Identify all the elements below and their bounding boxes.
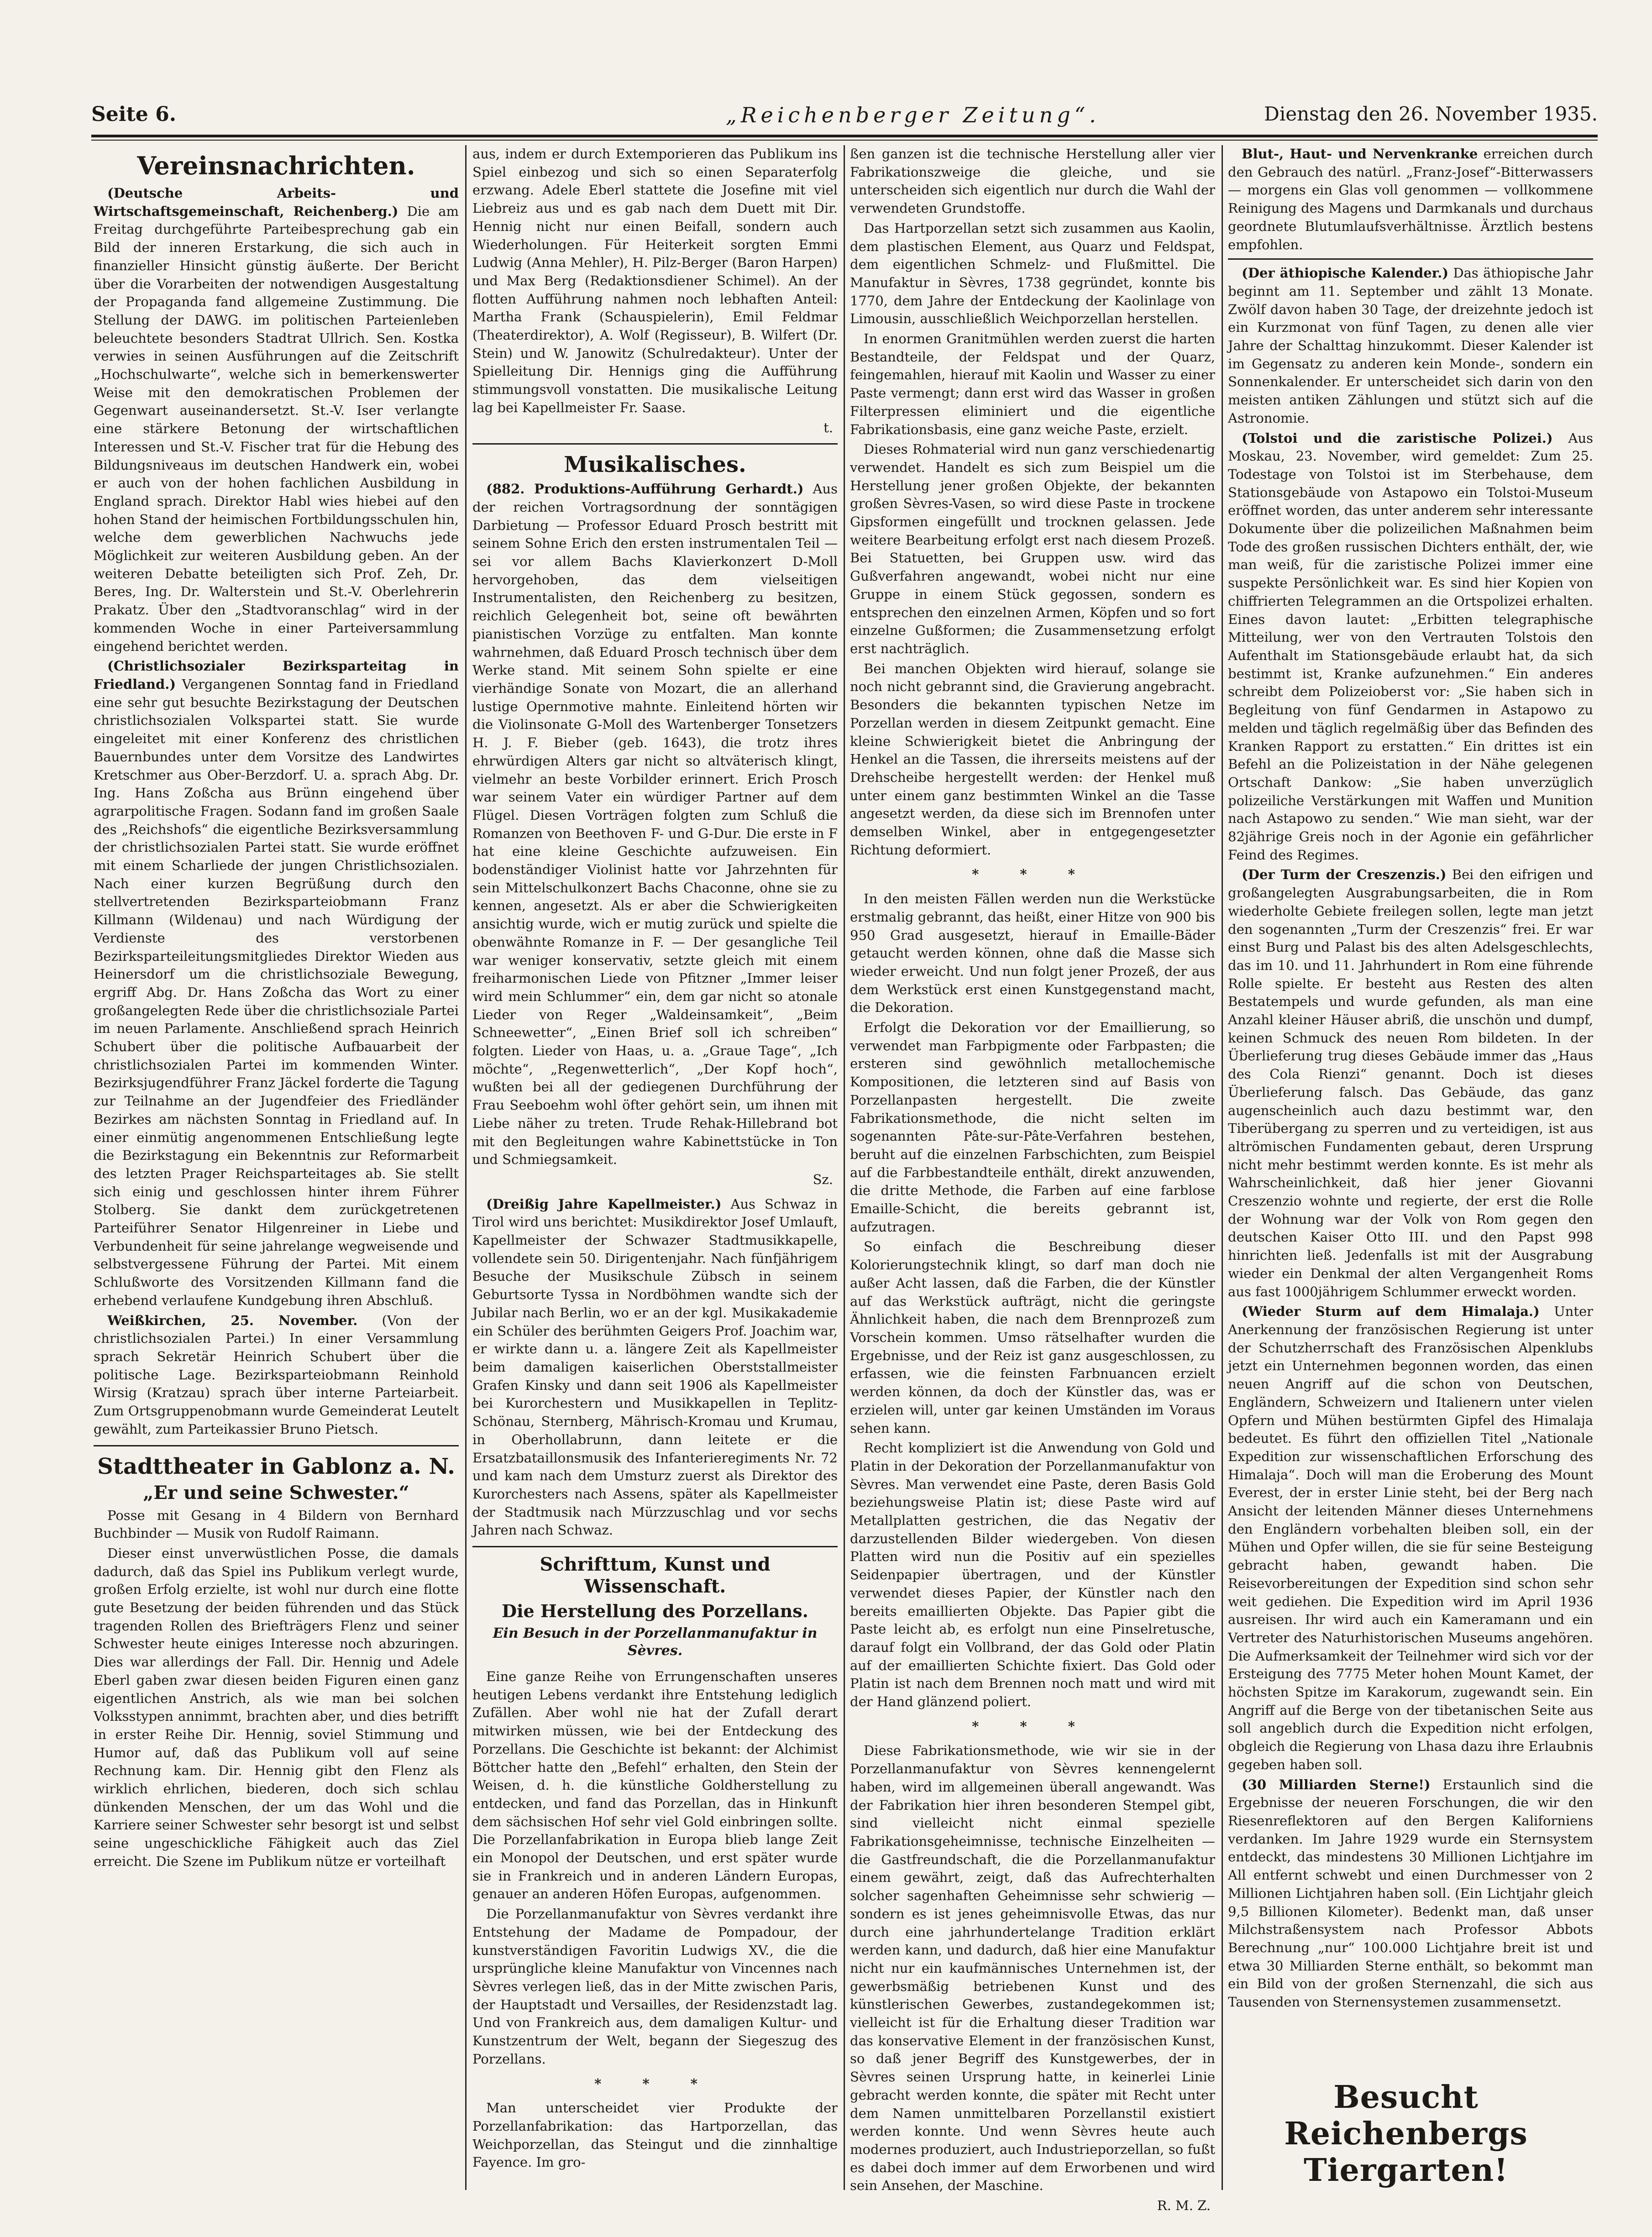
article-paragraph: Eine ganze Reihe von Errungenschaften unseres heutigen Lebens verdankt ihre Entstehung lediglich Zufällen. Aber wohl nie hat der Zufall derart mitwirken müssen, wie bei der Entdeckung des Porzellans. Die Geschichte ist bekannt: der Alchimist Böttcher hatte den „Befehl“ erhalten, den Stein der Weisen, d. h. die künstliche Goldherstellung zu entdecken, und fand das Porzellan, das in Hinkunft dem sächsischen Hof sehr viel Gold einbringen sollte. Die Porzellanfabrikation in Europa blieb lange Zeit ein Monopol der Deutschen, und erst später wurde sie in Frankreich und in anderen Ländern Europas, genauer an anderen Höfen Europas, aufgenommen.: [472, 1669, 838, 1902]
section-heading: Schrifttum, Kunst und Wissenschaft.: [540, 1554, 771, 1598]
article-lead: Weißkirchen, 25. November.: [107, 1312, 358, 1328]
article-text: Aus Schwaz in Tirol wird uns berichtet: Musikdirektor Josef Umlauft, Kapellmeister der Schwazer Stadtmusikkapelle, vollendete sein 50. Dirigentenjahr. Nach fünfjährigem Besuche der Musikschule Zübsch in seinem Geburtsorte Tyssa in Nordböhmen wandte sich der Jubilar nach Berlin, wo er an der kgl. Musikakademie ein Schüler des berühmten Geigers Prof. Joachim war, er wirkte dann u. a. längere Zeit als Kapellmeister beim damaligen kaiserlichen Oberststallmeister Grafen Kinsky und dann seit 1906 als Kapellmeister bei Kurorchestern und Musikkapellen in Teplitz-Schönau, Sternberg, Mährisch-Kromau und Krumau, in Oberhollabrunn, dann leitete er die Ersatzbataillonsmusik des Infanterieregiments Nr. 72 und kam nach dem Umsturz zuerst als Direktor des Kurorchesters nach Assens, später als Kapellmeister der Stadtmusik nach Mürzzuschlag und vor sechs Jahren nach Schwaz.: [472, 1196, 838, 1538]
author-signature: Sz.: [813, 1171, 833, 1187]
article-paragraph: In enormen Granitmühlen werden zuerst die harten Bestandteile, der Feldspat und der Quarz, feingemahlen, hierauf mit Kaolin und Wasser zu einer Paste vermengt; dann erst wird das Wasser in großen Filterpressen eliminiert und die eigentliche Fabrikationsbasis, eine ganz weiche Paste, erzielt.: [850, 331, 1215, 437]
column-4: [1228, 145, 1593, 2190]
article-lead: (Wieder Sturm auf dem Himalaja.): [1242, 1304, 1540, 1320]
section-rule: [94, 1445, 459, 1446]
page-header: [91, 103, 1598, 135]
article-lead: (Tolstoi und die zaristische Polizei.): [1242, 430, 1553, 446]
article-paragraph: [472, 480, 838, 1169]
column-3: [850, 145, 1215, 2214]
header-rule: [91, 135, 1598, 137]
article-paragraph: Dieses Rohmaterial wird nun ganz verschiedenartig verwendet. Handelt es sich zum Beispiel um die Herstellung jener großen Objekte, der bekannten großen Sèvres-Vasen, so wird diese Paste in trockene Gipsformen eingefüllt und trocknen gelassen. Jede weitere Bearbeitung erfolgt erst nach diesem Prozeß. Bei Statuetten, bei Gruppen usw. wird das Gußverfahren angewandt, wobei nicht nur eine Gruppe in einem Stück gegossen, sondern es entsprechen den einzelnen Armen, Köpfen und so fort einzelne Gußformen; die Zusammensetzung erfolgt erst nachträglich.: [850, 441, 1215, 656]
article-lead: (Deutsche Arbeits- und Wirtschaftsgemeinschaft, Reichenberg.): [94, 185, 459, 219]
article-paragraph: [472, 1195, 838, 1540]
article-paragraph: [94, 1312, 459, 1439]
advertisement-notice: [1228, 145, 1593, 260]
article-paragraph: Erfolgt die Dekoration vor der Emaillierung, so verwendet man Farbpigmente oder Farbpasten; die ersteren sind gewöhnlich metallochemische Kompositionen, die letzteren sind auf Basis von Porzellanpasten hergestellt. Die zweite Fabrikationsmethode, die nicht selten im sogenannten Pâte-sur-Pâte-Verfahren bestehen, beruht auf die einzelnen Farbschichten, zum Beispiel auf die Farbbestandteile enthält, direkt anzuwenden, die dritte Methode, die Farben auf eine farblose Emaille-Schicht, die bereits gebrannt ist, aufzutragen.: [850, 1020, 1215, 1235]
play-credits: Posse mit Gesang in 4 Bildern von Bernhard Buchbinder — Musik von Rudolf Raimann.: [94, 1507, 459, 1541]
article-text: Vergangenen Sonntag fand in Friedland eine sehr gut besuchte Bezirkstagung der Deutschen christlichsozialen Volkspartei statt. Sie wurde eingeleitet mit einer Konferenz des christlichen Bauernbundes unter dem Vorsitze des Landwirtes Kretschmer aus Ober-Berzdorf. U. a. sprach Abg. Dr. Ing. Hans Zoßcha aus Brünn eingehend über agrarpolitische Fragen. Sodann fand im großen Saale des „Reichshofs“ die eigentliche Bezirksversammlung der christlichsozialen Partei statt. Sie wurde eröffnet mit einem Scharliede der jungen Christlichsozialen. Nach einer kurzen Begrüßung durch den stellvertretenden Bezirksparteiobmann Franz Killmann (Wildenau) und nach Würdigung der Verdienste des verstorbenen Bezirksparteileitungsmitgliedes Direktor Wieden aus Heinersdorf um die christlichsoziale Bewegung, ergriff Abg. Dr. Hans Zoßcha das Wort zu einer großangelegten Rede über die christlichsoziale Partei im neuen Parlamente. Anschließend sprach Heinrich Schubert über die politische Aufbauarbeit der christlichsozialen Partei im kommenden Winter. Bezirksjugendführer Franz Jäckel forderte die Tagung zur Teilnahme an der Jugendfeier des Friedländer Bezirkes am nächsten Sonntag in Friedland auf. In einer einmütig angenommenen Entschließung legte die Bezirkstagung ein Bekenntnis zur Reformarbeit des letzten Prager Reichsparteitages ab. Sie stellt sich einig und geschlossen hinter ihrem Führer Stolberg. Sie dankt dem zurückgetretenen Parteiführer Senator Hilgenreiner in Liebe und Verbundenheit für seine jahrelange wegweisende und selbstvergessene Führung der Partei. Mit einem Schlußworte des Vorsitzenden Killmann fand die erhebend verlaufene Kundgebung ihren Abschluß.: [94, 676, 459, 1308]
section-heading: Musikalisches.: [564, 452, 746, 478]
article-paragraph: [1228, 1303, 1593, 1774]
article-lead: (30 Milliarden Sterne!): [1242, 1776, 1431, 1792]
author-signature: t.: [823, 419, 833, 435]
article-paragraph: Das Hartporzellan setzt sich zusammen aus Kaolin, dem plastischen Element, aus Quarz und Feldspat, dem eigentlichen Schmelz- und Flußmittel. Die Manufaktur in Sèvres, 1738 gegründet, konnte bis 1770, dem Jahre der Entdeckung der Kaolinlage von Limousin, ausschließlich Weichporzellan herstellen.: [850, 220, 1215, 327]
article-paragraph: Diese Fabrikationsmethode, wie wir sie in der Porzellanmanufaktur von Sèvres kennengelernt haben, wird im allgemeinen überall angewandt. Was der Fabrikation hier ihren besonderen Stempel gibt, sind vielleicht nicht einmal spezielle Fabrikationsgeheimnisse, technische Einzelheiten — die Gastfreundschaft, die die Porzellanmanufaktur einem gewährt, zeigt, daß das Aufrechterhalten solcher sagenhaften Geheimnisse sehr schwierig — sondern es ist jenes geheimnisvolle Etwas, das nur durch eine jahrhundertelange Tradition erklärt werden kann, und dadurch, daß hier eine Manufaktur nicht nur ein kaufmännisches Unternehmen ist, der gewerbsmäßig betriebenen Kunst und des künstlerischen Gewerbes, zustandegekommen ist; vielleicht ist für die Erhaltung dieser Tradition war das konservative Element in der französischen Kunst, so daß jener Begriff des Kunstgewerbes, der in Sèvres seinen Ursprung hatte, in keinerlei Linie gebracht werden konnte, die später mit Recht unter dem Namen unmittelbaren Porzellanstil existiert werden konnte. Und wenn Sèvres heute auch modernes produziert, auch Industrieporzellan, so fußt es dabei doch immer auf dem Erworbenen und wird sein Ansehen, der Maschine.: [850, 1743, 1215, 2194]
article-lead: (Der Turm der Creszenzis.): [1242, 867, 1447, 883]
section-stars: * * *: [972, 1718, 1093, 1734]
article-paragraph: [1228, 866, 1593, 1301]
article-paragraph: [1228, 264, 1593, 427]
article-paragraph: In den meisten Fällen werden nun die Werkstücke erstmalig gebrannt, das heißt, einer Hitze von 900 bis 950 Grad ausgesetzt, hierauf in Emaille-Bäder getaucht werden können, ohne daß die Masse sich wieder erweicht. Und nun folgt jener Prozeß, der aus dem Werkstück erst einen Kunstgegenstand macht, die Dekoration.: [850, 891, 1215, 1016]
article-subtitle: Ein Besuch in der Porzellanmanufaktur in Sèvres.: [493, 1625, 818, 1659]
issue-date: Dienstag den 26. November 1935.: [1264, 103, 1598, 125]
article-title: Die Herstellung des Porzellans.: [502, 1601, 808, 1622]
article-paragraph: Die Porzellanmanufaktur von Sèvres verdankt ihre Entstehung der Madame de Pompadour, der kunstverständigen Favoritin Ludwigs XV., die die ursprüngliche kleine Manufaktur von Vincennes nach Sèvres verlegen ließ, das in der Mitte zwischen Paris, der Hauptstadt und Versailles, der Residenzstadt lag. Und von Frankreich aus, dem damaligen Kultur- und Kunstzentrum der Welt, begann der Siegeszug des Porzellans.: [472, 1906, 838, 2067]
column-divider: [465, 145, 467, 2190]
article-lead: (Christlichsozialer Bezirksparteitag in Friedland.): [94, 658, 459, 692]
article-paragraph: So einfach die Beschreibung dieser Kolorierungstechnik klingt, so darf man doch nie außer Acht lassen, daß die Farben, die der Künstler auf das Werkstück aufträgt, nicht die geringste Ähnlichkeit haben, die nach dem Brennprozeß zum Vorschein kommen. Umso rätselhafter wurden die Ergebnisse, und der Reiz ist ganz ausgeschlossen, zu erfassen, wie die feinsten Farbnuancen erzielt werden können, da doch der Künstler das, was er erzielen will, unter gar keinen Umständen im Voraus sehen kann.: [850, 1239, 1215, 1436]
article-lead: (Der äthiopische Kalender.): [1242, 265, 1449, 281]
section-stars: * * *: [594, 2075, 716, 2091]
page-number: Seite 6.: [91, 103, 177, 126]
article-text: erreichen durch den Gebrauch des natürl. „Franz-Josef“-Bitterwassers — morgens ein Glas voll genommen — vollkommene Reinigung des Magens und Darmkanals und durchaus geordnete Blutumlaufsverhältnisse. Ärztlich bestens empfohlen.: [1228, 146, 1594, 252]
article-text: Erstaunlich sind die Ergebnisse der neueren Forschungen, die wir den Riesenreflektoren auf den Bergen Kaliforniens verdanken. Im Jahre 1929 wurde ein Sternsystem entdeckt, das mindestens 30 Millionen Lichtjahre im All entfernt schwebt und einen Durchmesser von 2 Millionen Lichtjahren haben soll. (Ein Lichtjahr gleich 9,5 Billionen Kilometer). Bedenkt man, daß unser Milchstraßensystem nach Professor Abbots Berechnung „nur“ 100.000 Lichtjahre breit ist und etwa 30 Milliarden Sterne enthält, so bekommt man ein Bild von der großen Sternenzahl, die sich aus Tausenden von Sternensystemen zusammensetzt.: [1228, 1776, 1593, 2010]
theater-heading: Stadttheater in Gablonz a. N.: [97, 1453, 455, 1479]
article-paragraph: Recht kompliziert ist die Anwendung von Gold und Platin in der Dekoration der Porzellanmanufaktur von Sèvres. Man verwendet eine Paste, deren Basis Gold beziehungsweise Platin ist; diese Paste wird auf Metallplatten gestrichen, die das Negativ der darzustellenden Bilder wiedergeben. Von diesen Platten wird nun die Positiv auf ein spezielles Seidenpapier übertragen, und der Künstler verwendet dieses Papier, der Künstler nach den bereits emaillierten Objekte. Das Papier gibt die Paste leicht ab, es erfolgt nun eine Pinselretusche, darauf folgt ein Vollbrand, der das Gold oder Platin auf der emaillierten Schichte fixiert. Das Gold oder Platin ist nach dem Brennen noch matt und wird mit der Hand glänzend poliert.: [850, 1440, 1215, 1710]
column-2: [472, 145, 838, 2190]
section-heading: Vereinsnachrichten.: [137, 151, 415, 180]
article-text: Unter Anerkennung der französischen Regierung ist unter der Schutzherrschaft des Französischen Alpenklubs jetzt ein Unternehmen begonnen worden, das einen neuen Angriff auf die schon von Deutschen, Engländern, Schweizern und Italienern unter vielen Opfern und Mühen bestürmten Gipfel des Himalaja bedeutet. Es führt den offiziellen Titel „Nationale Expedition zur wissenschaftlichen Erforschung des Himalaja“. Doch will man die Eroberung des Mount Everest, der in erster Linie steht, bei der Berg nach Ansicht der leitenden Männer dieses Unternehmens den Engländern vorbehalten bleiben soll, ein der Mühen und Opfer willen, die sie für seine Besteigung gebracht haben, gewandt haben. Die Reisevorbereitungen der Expedition sind schon sehr weit gediehen. Die Expedition wird im April 1936 ausreisen. Ihr wird auch ein Kameramann und ein Vertreter des Naturhistorischen Museums angehören. Die Aufmerksamkeit der Teilnehmer wird sich vor der Ersteigung des 7775 Meter hohen Mount Kamet, der höchsten Spitze im Karakorum, zugewandt sein. Ein Angriff auf die Berge von der tibetanischen Seite aus soll angeblich durch die Expedition nicht erfolgen, obgleich die Regierung von Lhasa dazu ihre Erlaubnis gegeben haben soll.: [1228, 1304, 1593, 1772]
article-paragraph: [1228, 1776, 1593, 2012]
article-paragraph: [1228, 430, 1593, 864]
article-paragraph: ßen ganzen ist die technische Herstellung aller vier Fabrikationszweige die gleiche, und sie unterscheiden sich eigentlich nur durch die Wahl der verwendeten Grundstoffe.: [850, 146, 1215, 216]
section-rule: [472, 443, 838, 445]
article-text: Aus der reichen Vortragsordnung der sonntägigen Darbietung — Professor Eduard Prosch bestritt mit seinem Sohne Erich den ersten instrumentalen Teil — sei vor allem Bachs Klavierkonzert D-Moll hervorgehoben, das dem vielseitigen Instrumentalisten, den Reichenberg zu besitzen, reichlich Gelegenheit bot, seine oft bewährten pianistischen Vorzüge zu entfalten. Man konnte wahrnehmen, daß Eduard Prosch technisch über dem Werke stand. Mit seinem Sohn spielte er eine vierhändige Sonate von Mozart, die an allerhand lustige Opernmotive mahnte. Einleitend hörten wir die Violinsonate G-Moll des Wartenberger Tonsetzers H. J. F. Bieber (geb. 1643), die trotz ihres ehrwürdigen Alters gar nicht so altväterisch klingt, vielmehr an beste Vorbilder erinnert. Erich Prosch war seinem Vater ein würdiger Partner auf dem Flügel. Diesen Vorträgen folgten zum Schluß die Romanzen von Beethoven F- und G-Dur. Die erste in F hat eine kleine Geschichte aufzuweisen. Ein bodenständiger Violinist hatte vor Jahrzehnten für sein Mittelschulkonzert Bachs Chaconne, ohne sie zu kennen, angesetzt. Als er aber die Schwierigkeiten ansichtig wurde, wich er mutig zurück und spielte die obenwähnte Romanze in F. — Der gesangliche Teil war weniger konservativ, setzte gleich mit einem freiharmonischen Liede von Pfitzner „Immer leiser wird mein Schlummer“ ein, dem gar nicht so atonale Lieder von Reger „Waldeinsamkeit“, „Beim Schneewetter“, „Einen Brief soll ich schreiben“ folgten. Lieder von Haas, u. a. „Graue Tage“, „Ich möchte“, „Regenwetterlich“, „Der Kopf hoch“, wußten bei all der gediegenen Durchführung der Frau Seeboehm wohl öfter gehört sein, um ihnen mit Liebe näher zu treten. Trude Rehak-Hillebrand bot mit den Begleitungen wahre Kabinettstücke in Ton und Schmiegsamkeit.: [472, 481, 838, 1168]
header-rule-thin: [91, 140, 1598, 141]
section-stars: * * *: [972, 866, 1093, 882]
article-text: (Von der christlichsozialen Partei.) In einer Versammlung sprach Sekretär Heinrich Schubert über die politische Lage. Bezirksparteiobmann Reinhold Wirsig (Kratzau) sprach über interne Parteiarbeit. Zum Ortsgruppenobmann wurde Gemeinderat Leutelt gewählt, zum Parteikassier Bruno Pietsch.: [94, 1312, 459, 1437]
masthead: „Reichenberger Zeitung“.: [726, 103, 1100, 127]
section-rule: [472, 1546, 838, 1547]
column-1: [94, 145, 459, 2190]
article-paragraph: Man unterscheidet vier Produkte der Porzellanfabrikation: das Hartporzellan, das Weichporzellan, das Steingut und die zinnhaltige Fayence. Im gro-: [472, 2100, 838, 2170]
article-paragraph: Dieser einst unverwüstlichen Posse, die damals dadurch, daß das Spiel ins Publikum verlegt wurde, großen Erfolg erzielte, ist wohl nur durch eine flotte gute Besetzung der beiden führenden und das Stück tragenden Rollen des Briefträgers Flenz und seiner Schwester heute einiges Interesse noch abzuringen. Dies war allerdings der Fall. Dir. Hennig und Adele Eberl gaben zwar diesen beiden Figuren einen ganz eigentlichen Anstrich, als wie man bei solchen Volksstypen annimmt, brachten aber, und dies betrifft in erster Reihe Dir. Hennig, soviel Stimmung und Humor auf, daß das Publikum voll auf seine Rechnung kam. Dir. Hennig gibt den Flenz als wirklich ehrlichen, biederen, doch sich schlau dünkenden Menschen, der um das Wohl und die Karriere seiner Schwester sehr besorgt ist und selbst seine ungeschickliche Fähigkeit auch das Ziel erreicht. Die Szene im Publikum nütze er vorteilhaft: [94, 1545, 459, 1869]
article-lead: Blut-, Haut- und Nervenkranke: [1242, 146, 1478, 162]
play-title: „Er und seine Schwester.“: [143, 1482, 409, 1504]
article-paragraph: Bei manchen Objekten wird hierauf, solange sie noch nicht gebrannt sind, die Gravierung angebracht. Besonders die bekannten typischen Netze im Porzellan werden in diesem Zeitpunkt gemacht. Eine kleine Schwierigkeit bietet die Anbringung der Henkel an die Tassen, die ihrerseits meistens auf der Drehscheibe hergestellt werden: der Henkel muß unter einem ganz bestimmten Winkel an die Tasse angesetzt werden, da diese sich im Brennofen unter demselben Winkel, aber in entgegengesetzter Richtung deformiert.: [850, 660, 1215, 858]
article-paragraph: [94, 657, 459, 1310]
article-text: Die am Freitag durchgeführte Parteibesprechung gab ein Bild der inneren Erstarkung, die sich auch in finanzieller Hinsicht günstig äußerte. Der Bericht über die Vorarbeiten der notwendigen Ausgestaltung der Propaganda fand allgemeine Zustimmung. Die Stellung der DAWG. im politischen Parteienleben beleuchtete besonders Stadtrat Ullrich. Sen. Kostka verwies in seinen Ausführungen auf die Zeitschrift „Hochschulwarte“, welche sich in bemerkenswerter Weise mit den demokratischen Problemen der Gegenwart auseinandersetzt. St.-V. Iser verlangte eine stärkere Betonung der wirtschaftlichen Interessen und St.-V. Fischer trat für die Hebung des Bildungsniveaus im deutschen Handwerk ein, wobei er auch von der hohen fachlichen Ausbildung in England sprach. Direktor Habl wies hiebei auf den hohen Stand der heimischen Fortbildungsschulen hin, welche dem gewerblichen Nachwuchs jede Möglichkeit zur weiteren Ausbildung geben. An der weiteren Debatte beteiligten sich Prof. Zeh, Dr. Beres, Ing. Dr. Walterstein und St.-V. Oberlehrerin Prakatz. Über den „Stadtvoranschlag“ wird in der kommenden Woche in einer Parteiversammlung eingehend berichtet werden.: [94, 203, 459, 654]
article-text: Bei den eifrigen und großangelegten Ausgrabungsarbeiten, die in Rom wiederholte Gebiete freilegen sollen, legte man jetzt den sogenannten „Turm der Creszenzis“ frei. Er war einst Burg und Palast bis des alten Adelsgeschlechts, das im 10. und 11. Jahrhundert in Rom eine führende Rolle spielte. Er besteht aus Resten des alten Bestatempels und wurde gefunden, als man eine Anzahl kleiner Häuser abriß, die unschön und dumpf, keinen Schmuck des neuen Rom bildeten. In der Überlieferung trug dieses Gebäude immer das „Haus des Cola Rienzi“ genannt. Doch ist dieses Überlieferung falsch. Das Gebäude, das ganz augenscheinlich auch dazu bestimmt war, den Tiberübergang zu sperren und zu verteidigen, ist aus altrömischen Fundamenten gebaut, deren Ursprung nicht mehr bestimmt werden konnte. Es ist mehr als Wahrscheinlichkeit, daß hier jener Giovanni Creszenzio wohnte und regierte, der erst die Rolle der Wohnung war der Volk von Rom gegen den deutschen Kaiser Otto III. und den Papst 998 hinrichten ließ. Jedenfalls ist mit der Ausgrabung wieder ein Denkmal der alten Vergangenheit Roms aus fast 1000jährigem Schlummer erweckt worden.: [1228, 867, 1594, 1299]
article-lead: (Dreißig Jahre Kapellmeister.): [486, 1196, 722, 1212]
article-lead: (882. Produktions-Aufführung Gerhardt.): [486, 481, 804, 497]
article-paragraph: aus, indem er durch Extemporieren das Publikum ins Spiel einbezog und sich so einen Separaterfolg erzwang. Adele Eberl stattete die Josefine mit viel Liebreiz aus und es gab nach dem Duett mit Dir. Hennig nicht nur einen Beifall, sondern auch Wiederholungen. Für Heiterkeit sorgten Emmi Ludwig (Anna Mehler), H. Pilz-Berger (Baron Harpen) und Max Berg (Redaktionsdiener Schimel). An der flotten Aufführung nahmen noch lebhaften Anteil: Martha Frank (Schauspielerin), Emil Feldmar (Theaterdirektor), A. Wolf (Regisseur), B. Wilfert (Dr. Stein) und W. Janowitz (Schulredakteur). Unter der Spielleitung Dir. Hennigs ging die Aufführung stimmungsvoll vonstatten. Die musikalische Leitung lag bei Kapellmeister Fr. Saase.: [472, 146, 838, 415]
column-divider: [1222, 145, 1223, 2190]
article-text: Aus Moskau, 23. November, wird gemeldet: Zum 25. Todestage von Tolstoi ist im Sterbehause, dem Stationsgebäude von Astapowo ein Tolstoi-Museum eröffnet worden, das unter anderem sehr interessante Dokumente über die polizeilichen Maßnahmen beim Tode des großen russischen Dichters enthält, der, wie man weiß, für die zaristische Polizei immer eine suspekte Persönlichkeit war. Es sind hier Kopien von chiffrierten Telegrammen an die Ortspolizei erhalten. Eines davon lautet: „Erbitten telegraphische Mitteilung, wer von den Vertrauten Tolstois den Aufenthalt im Stationsgebäude erlaubt hat, da sich bestimmt ist, Kranke aufzunehmen.“ Ein anderes schreibt dem Polizeioberst vor: „Sie haben sich in Begleitung von fünf Gendarmen in Astapowo zu melden und täglich regelmäßig über das Befinden des Kranken Rapport zu erstatten.“ Ein drittes ist ein Befehl an die Polizeistation in der Nähe gelegenen Ortschaft Dankow: „Sie haben unverzüglich polizeiliche Verstärkungen mit Waffen und Munition nach Astapowo zu senden.“ Wie man sieht, war der 82jährige Greis noch in der Agonie ein gefährlicher Feind des Regimes.: [1228, 430, 1594, 863]
author-signature: R. M. Z.: [1157, 2198, 1211, 2214]
article-text: Das äthiopische Jahr beginnt am 11. September und zählt 13 Monate. Zwölf davon haben 30 Tage, der dreizehnte jedoch ist ein Kurzmonat von fünf Tagen, zu denen alle vier Jahre der Schalttag hinzukommt. Dieser Kalender ist im Gegensatz zu anderen kein Monde-, sondern ein Sonnenkalender. Er unterscheidet sich darin von den meisten antiken Zählungen und stützt sich auf die Astronomie.: [1228, 265, 1593, 426]
zoo-advertisement: Besucht Reichenbergs Tiergarten!: [1284, 2079, 1528, 2189]
article-paragraph: [94, 184, 459, 655]
column-divider: [844, 145, 845, 2190]
